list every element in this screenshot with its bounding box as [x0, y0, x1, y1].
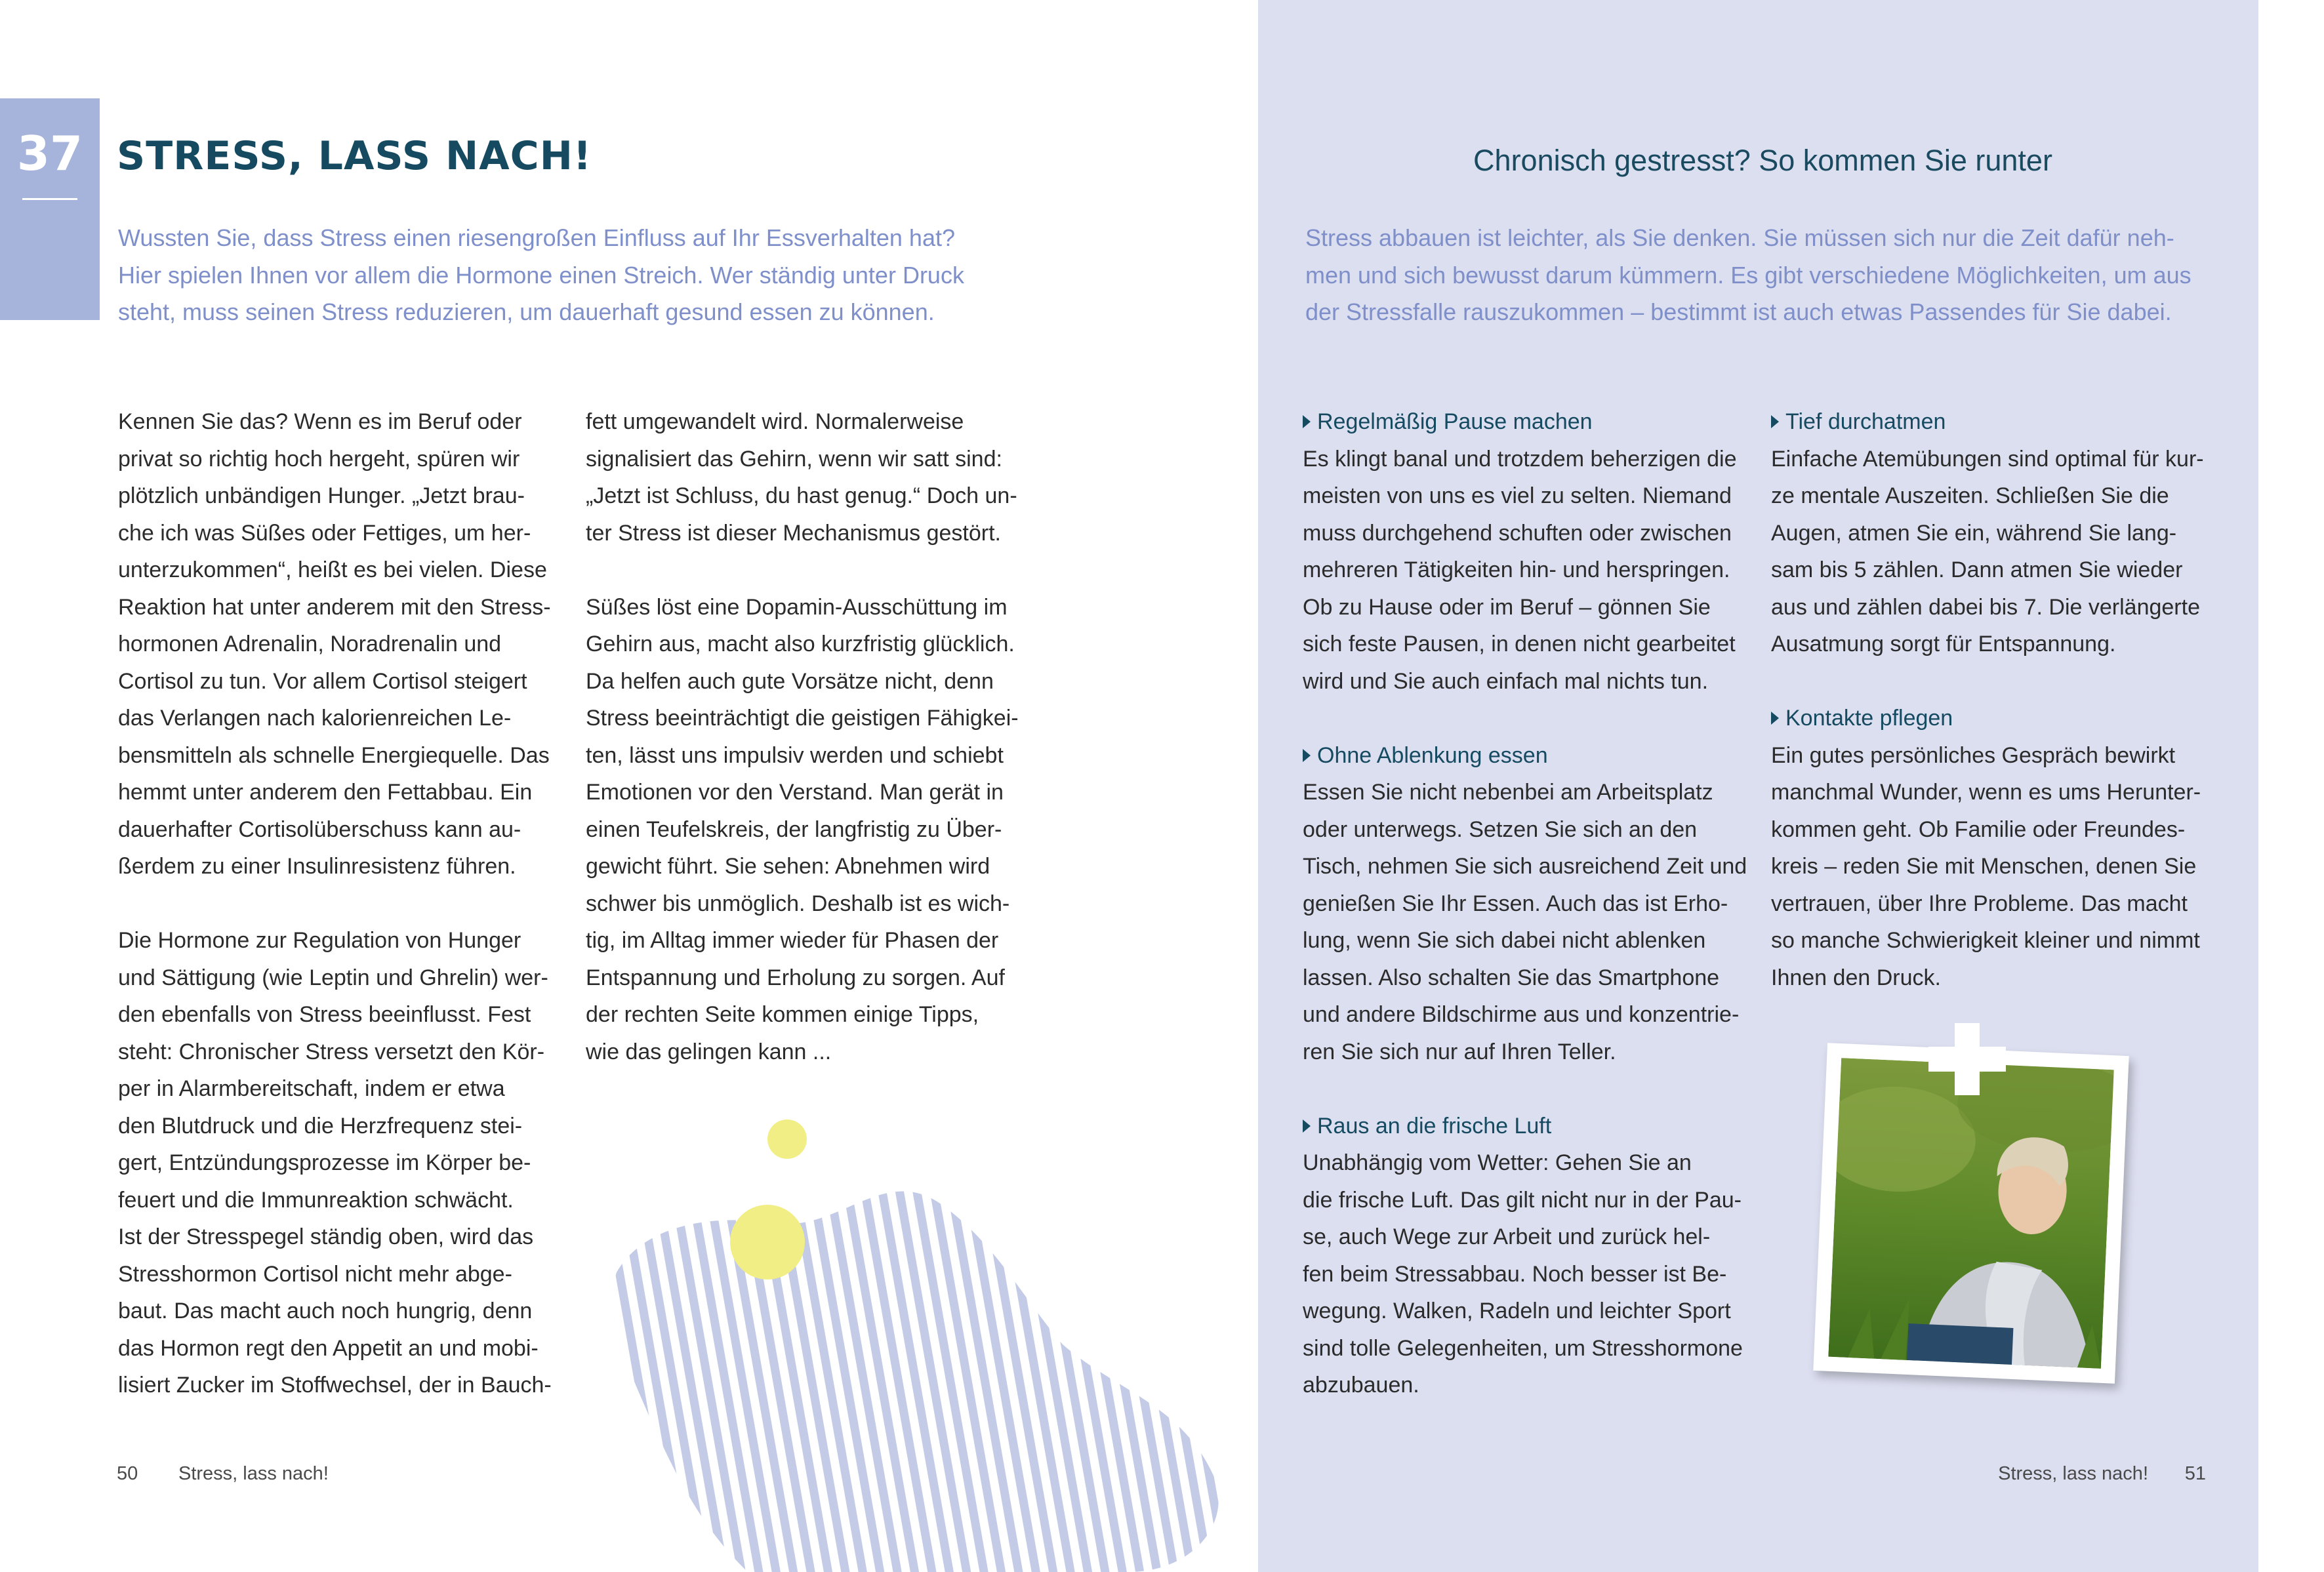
text-line: das Verlangen nach kalorienreichen Le-: [118, 706, 512, 731]
text-line: Es klingt banal und trotzdem beherzigen die: [1303, 446, 1737, 472]
text-line: Ihnen den Druck.: [1771, 965, 1941, 990]
text-line: privat so richtig hoch hergeht, spüren wir: [118, 446, 520, 472]
text-line: unterzukommen“, heißt es bei vielen. Diese: [118, 557, 547, 582]
text-line: mehreren Tätigkeiten hin- und herspringen.: [1303, 557, 1730, 582]
triangle-bullet-icon: [1303, 415, 1311, 428]
text-line: Emotionen vor den Verstand. Man gerät in: [586, 780, 1004, 805]
text-line: die frische Luft. Das gilt nicht nur in der Pau-: [1303, 1187, 1742, 1213]
text-line: das Hormon regt den Appetit an und mobi-: [118, 1335, 539, 1361]
text-line: und andere Bildschirme aus und konzentrie-: [1303, 1002, 1740, 1027]
text-line: wegung. Walken, Radeln und leichter Sport: [1303, 1299, 1731, 1323]
text-line: schwer bis unmöglich. Deshalb ist es wich-: [586, 891, 1010, 916]
intro-line: men und sich bewusst darum kümmern. Es gibt verschiedene Möglichkeiten, um aus: [1305, 261, 2191, 289]
text-line: sind tolle Gelegenheiten, um Stresshormone: [1303, 1335, 1743, 1361]
text-line: steht: Chronischer Stress versetzt den Kör-: [118, 1039, 545, 1064]
text-line: wird und Sie auch einfach mal nichts tun.: [1303, 668, 1709, 694]
text-line: lassen. Also schalten Sie das Smartphone: [1303, 965, 1720, 990]
text-line: hormonen Adrenalin, Noradrenalin und: [118, 632, 502, 656]
text-line: Süßes löst eine Dopamin-Ausschüttung im: [586, 594, 1008, 620]
left-column-2: [586, 403, 1032, 1070]
text-line: Cortisol zu tun. Vor allem Cortisol steigert: [118, 668, 527, 694]
text-line: Unabhängig vom Wetter: Gehen Sie an: [1303, 1150, 1692, 1175]
text-line: Augen, atmen Sie ein, während Sie lang-: [1771, 520, 2177, 546]
right-intro: [1305, 220, 2220, 331]
running-title-right: Stress, lass nach!: [1998, 1463, 2148, 1484]
text-line: Essen Sie nicht nebenbei am Arbeitsplatz: [1303, 780, 1713, 805]
text-line: der rechten Seite kommen einige Tipps,: [586, 1002, 979, 1027]
text-line: se, auch Wege zur Arbeit und zurück hel-: [1303, 1224, 1711, 1249]
right-page-title: Chronisch gestresst? So kommen Sie runter: [1473, 144, 2052, 177]
chapter-number-rule: [22, 198, 77, 200]
tip-eat-without-distraction: [1303, 737, 1762, 1071]
photo-relaxing-woman: [1797, 1023, 2145, 1403]
paragraph: [586, 403, 1032, 552]
text-line: so manche Schwierigkeit kleiner und nimmt: [1771, 928, 2200, 953]
text-line: che ich was Süßes oder Fettiges, um her-: [118, 520, 531, 546]
text-line: kreis – reden Sie mit Menschen, denen Sie: [1771, 854, 2197, 879]
text-line: Die Hormone zur Regulation von Hunger: [118, 928, 521, 953]
text-line: wie das gelingen kann ...: [586, 1039, 832, 1064]
triangle-bullet-icon: [1771, 712, 1779, 725]
intro-line: Stress abbauen ist leichter, als Sie denken. Sie müssen sich nur die Zeit dafür neh-: [1305, 224, 2174, 251]
tip-heading: [1303, 737, 1762, 775]
text-line: Entspannung und Erholung zu sorgen. Auf: [586, 965, 1005, 990]
text-line: Reaktion hat unter anderem mit den Stress-: [118, 594, 551, 620]
text-line: Einfache Atemübungen sind optimal für kur-: [1771, 446, 2204, 472]
text-line: sich feste Pausen, in denen nicht gearbeitet: [1303, 632, 1736, 656]
text-line: lisiert Zucker im Stoffwechsel, der in Bauch-: [118, 1373, 552, 1398]
intro-line: Hier spielen Ihnen vor allem die Hormone einen Streich. Wer ständig unter Druck: [118, 261, 964, 289]
text-line: Ob zu Hause oder im Beruf – gönnen Sie: [1303, 594, 1711, 620]
text-line: muss durchgehend schuften oder zwischen: [1303, 520, 1732, 546]
text-line: gewicht führt. Sie sehen: Abnehmen wird: [586, 854, 990, 879]
paragraph: [586, 589, 1032, 1071]
text-line: abzubauen.: [1303, 1373, 1419, 1398]
text-line: Da helfen auch gute Vorsätze nicht, denn: [586, 668, 994, 694]
text-line: und Sättigung (wie Leptin und Ghrelin) wer-: [118, 965, 548, 990]
text-line: manchmal Wunder, wenn es ums Herunter-: [1771, 780, 2201, 805]
page-number-left: 50: [117, 1463, 138, 1484]
text-line: plötzlich unbändigen Hunger. „Jetzt brau-: [118, 483, 525, 508]
decorative-stripes-graphic: [603, 1108, 1259, 1572]
text-line: Ist der Stresspegel ständig oben, wird das: [118, 1224, 534, 1249]
text-line: ter Stress ist dieser Mechanismus gestört.: [586, 520, 1002, 546]
tip-heading: [1303, 403, 1762, 441]
tip-heading: [1771, 403, 2230, 441]
tip-heading: [1771, 700, 2230, 737]
text-line: feuert und die Immunreaktion schwächt.: [118, 1187, 514, 1213]
tips-column-1: [1303, 403, 1762, 1404]
triangle-bullet-icon: [1303, 1119, 1311, 1133]
text-line: lung, wenn Sie sich dabei nicht ablenken: [1303, 928, 1706, 953]
paragraph: [118, 403, 564, 885]
text-line: genießen Sie Ihr Essen. Auch das ist Erho-: [1303, 891, 1728, 916]
tip-deep-breathing: [1771, 403, 2230, 663]
text-line: Tisch, nehmen Sie sich ausreichend Zeit und: [1303, 854, 1747, 879]
text-line: „Jetzt ist Schluss, du hast genug.“ Doch un-: [586, 483, 1017, 508]
text-line: oder unterwegs. Setzen Sie sich an den: [1303, 816, 1698, 842]
chapter-number-box: [0, 98, 100, 320]
tip-heading-text: Regelmäßig Pause machen: [1317, 409, 1593, 434]
triangle-bullet-icon: [1303, 749, 1311, 762]
intro-line: steht, muss seinen Stress reduzieren, um dauerhaft gesund essen zu können.: [118, 298, 935, 325]
text-line: ren Sie sich nur auf Ihren Teller.: [1303, 1039, 1616, 1064]
text-line: sam bis 5 zählen. Dann atmen Sie wieder: [1771, 557, 2183, 582]
text-line: aus und zählen dabei bis 7. Die verlängerte: [1771, 594, 2200, 620]
text-line: Ausatmung sorgt für Entspannung.: [1771, 632, 2116, 656]
text-line: fen beim Stressabbau. Noch besser ist Be-: [1303, 1261, 1727, 1287]
text-line: fett umgewandelt wird. Normalerweise: [586, 409, 964, 434]
text-line: Stress beeinträchtigt die geistigen Fähigkei-: [586, 706, 1019, 731]
running-title-left: Stress, lass nach!: [178, 1463, 329, 1484]
tip-heading: [1303, 1108, 1762, 1145]
left-intro: [118, 220, 1036, 331]
paragraph: [118, 922, 564, 1404]
page-title: STRESS, LASS NACH!: [117, 133, 592, 179]
text-line: den Blutdruck und die Herzfrequenz stei-: [118, 1113, 523, 1139]
tip-heading-text: Tief durchatmen: [1785, 409, 1946, 434]
text-line: dauerhafter Cortisolüberschuss kann au-: [118, 816, 521, 842]
text-line: ze mentale Auszeiten. Schließen Sie die: [1771, 483, 2169, 508]
text-line: bensmitteln als schnelle Energiequelle. Das: [118, 742, 550, 768]
text-line: per in Alarmbereitschaft, indem er etwa: [118, 1076, 505, 1101]
tip-heading-text: Kontakte pflegen: [1785, 706, 1953, 731]
page-number-right: 51: [2184, 1463, 2206, 1484]
text-line: ßerdem zu einer Insulinresistenz führen.: [118, 854, 516, 879]
tips-column-2: [1771, 403, 2230, 996]
text-line: gert, Entzündungsprozesse im Körper be-: [118, 1150, 531, 1175]
text-line: kommen geht. Ob Familie oder Freundes-: [1771, 816, 2186, 842]
text-line: vertrauen, über Ihre Probleme. Das macht: [1771, 891, 2188, 916]
yellow-dot-large: [730, 1205, 805, 1280]
plus-tape-horizontal: [1928, 1047, 2006, 1072]
text-line: Gehirn aus, macht also kurzfristig glücklich.: [586, 632, 1015, 656]
text-line: baut. Das macht auch noch hungrig, denn: [118, 1299, 533, 1323]
triangle-bullet-icon: [1771, 415, 1779, 428]
left-column-1: [118, 403, 564, 1404]
tip-heading-text: Raus an die frische Luft: [1317, 1113, 1552, 1139]
intro-line: der Stressfalle rauszukommen – bestimmt ist auch etwas Passendes für Sie dabei.: [1305, 298, 2172, 325]
text-line: Ein gutes persönliches Gespräch bewirkt: [1771, 742, 2176, 768]
text-line: tig, im Alltag immer wieder für Phasen der: [586, 928, 999, 953]
text-line: den ebenfalls von Stress beeinflusst. Fest: [118, 1002, 531, 1027]
woman-in-grass-illustration: [1828, 1058, 2113, 1369]
text-line: ten, lässt uns impulsiv werden und schiebt: [586, 742, 1004, 768]
page-edge: [2258, 0, 2324, 1572]
intro-line: Wussten Sie, dass Stress einen riesengroßen Einfluss auf Ihr Essverhalten hat?: [118, 224, 955, 251]
tip-heading-text: Ohne Ablenkung essen: [1317, 742, 1548, 768]
text-line: meisten von uns es viel zu selten. Niemand: [1303, 483, 1732, 508]
text-line: Kennen Sie das? Wenn es im Beruf oder: [118, 409, 522, 434]
text-line: Stresshormon Cortisol nicht mehr abge-: [118, 1261, 512, 1287]
yellow-dot-small: [767, 1119, 807, 1159]
text-line: hemmt unter anderem den Fettabbau. Ein: [118, 780, 533, 805]
striped-blob: [613, 1191, 1219, 1572]
text-line: einen Teufelskreis, der langfristig zu Über-: [586, 816, 1002, 842]
tip-fresh-air: [1303, 1108, 1762, 1404]
chapter-number: 37: [16, 126, 83, 181]
tip-regular-breaks: [1303, 403, 1762, 700]
text-line: signalisiert das Gehirn, wenn wir satt sind:: [586, 446, 1002, 472]
tip-social-contacts: [1771, 700, 2230, 996]
